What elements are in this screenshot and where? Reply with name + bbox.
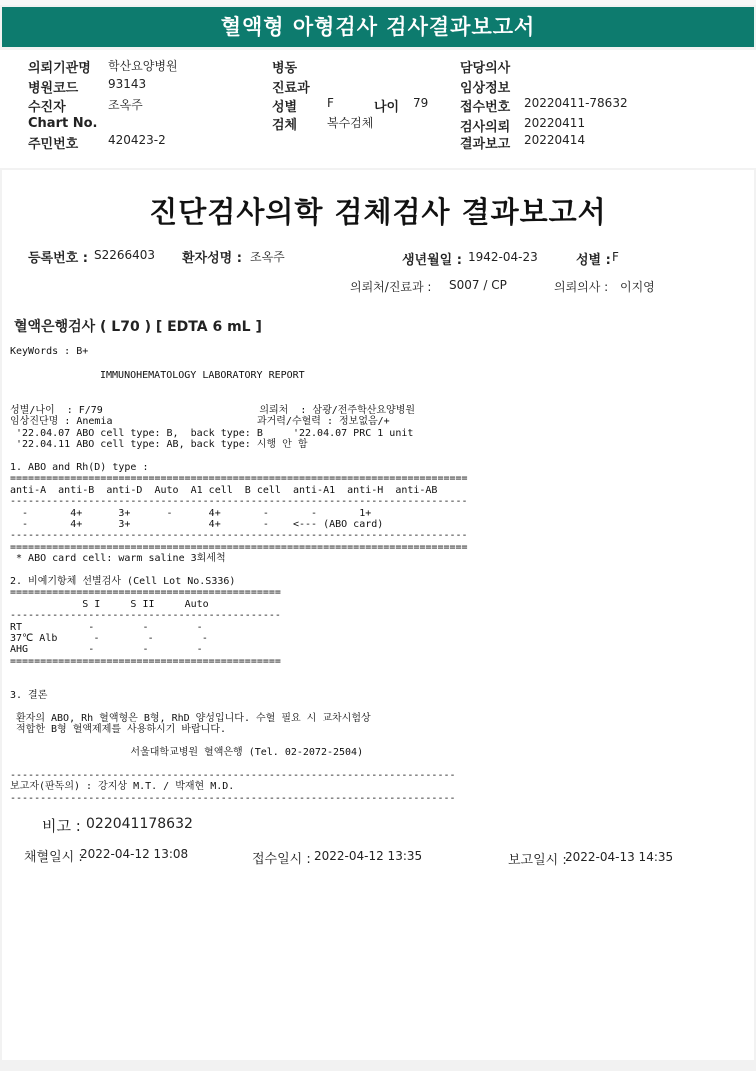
- specimen-label: 검체: [272, 118, 298, 133]
- hospital-name-label: 의뢰기관명: [28, 61, 91, 76]
- report-title: 진단검사의학 검체검사 결과보고서: [149, 195, 607, 229]
- lab-text-line: S I S II Auto: [10, 598, 209, 610]
- collect-label: 채혈일시 :: [24, 850, 83, 865]
- result-report-sheet: [2, 170, 754, 1060]
- patient-value: 조옥주: [108, 98, 143, 112]
- hospital-code-label: 병원코드: [28, 81, 79, 96]
- section-title: 혈액은행검사 ( L70 ) [ EDTA 6 mL ]: [14, 319, 262, 335]
- lab-text-line: 37℃ Alb - - -: [10, 633, 208, 644]
- receive-label: 접수일시 :: [252, 852, 311, 867]
- report-value: 2022-04-13 14:35: [565, 850, 674, 864]
- sex-value: F: [327, 96, 334, 110]
- lab-text-line: =============================================: [10, 655, 281, 667]
- lab-text-line: 적합한 B형 혈액제제를 사용하시기 바랍니다.: [10, 724, 227, 736]
- dept-value: S007 / CP: [449, 278, 507, 292]
- receipt-no-label: 접수번호: [460, 100, 511, 115]
- keywords: KeyWords : B+: [10, 346, 89, 357]
- lab-text-line: 임상진단명 : Anemia 과거력/수혈력 : 정보없음/+: [10, 416, 390, 428]
- lab-text-line: anti-A anti-B anti-D Auto A1 cell B cell anti-A1 anti-H anti-AB: [10, 484, 438, 496]
- lab-text-line: 3. 결론: [10, 690, 48, 701]
- page-title: 혈액형 아형검사 검사결과보고서: [2, 7, 754, 47]
- sex-label: 성별: [272, 100, 298, 115]
- lab-text-line: '22.04.11 ABO cell type: AB, back type: 시행 안 함: [10, 439, 308, 451]
- age-value: 79: [413, 96, 429, 110]
- doctor-in-charge-label: 담당의사: [460, 61, 511, 76]
- dob-value: 1942-04-23: [468, 250, 538, 264]
- lab-text-line: ----------------------------------------------------------------------------: [10, 530, 468, 542]
- lab-report-title: IMMUNOHEMATOLOGY LABORATORY REPORT: [100, 370, 305, 381]
- patient-name-label: 환자성명 :: [182, 251, 242, 266]
- lab-text-line: - 4+ 3+ 4+ - <--- (ABO card): [10, 519, 384, 530]
- lab-text-line: --------------------------------------------------------------------------: [10, 792, 456, 804]
- lab-text-line: ============================================================================: [10, 541, 468, 553]
- lab-text-line: ----------------------------------------------------------------------------: [10, 496, 468, 508]
- ward-label: 병동: [272, 61, 298, 76]
- lab-text-line: - 4+ 3+ - 4+ - - 1+: [10, 507, 372, 519]
- lab-text-line: 2. 비예기항체 선별검사 (Cell Lot No.S336): [10, 576, 236, 587]
- receive-value: 2022-04-12 13:35: [314, 849, 423, 863]
- lab-text-line: ============================================================================: [10, 473, 468, 485]
- lab-text-line: 1. ABO and Rh(D) type :: [10, 462, 149, 473]
- request-info-panel: [0, 50, 756, 168]
- report-sex-value: F: [612, 250, 619, 264]
- lab-text-line: '22.04.07 ABO cell type: B, back type: B '22.04.07 PRC 1 unit: [10, 427, 414, 439]
- lab-text-line: ---------------------------------------------: [10, 610, 281, 622]
- hospital-name-value: 학산요양병원: [108, 59, 178, 73]
- receipt-no-value: 20220411-78632: [524, 96, 628, 110]
- note-value: 022041178632: [86, 816, 193, 832]
- top-strip: [0, 0, 756, 5]
- lab-text-line: 서울대학교병원 혈액은행 (Tel. 02-2072-2504): [10, 747, 364, 758]
- lab-text-line: * ABO card cell: warm saline 3회세척: [10, 553, 226, 565]
- lab-text-line: 환자의 ABO, Rh 혈액형은 B형, RhD 양성입니다. 수혈 필요 시 교차시험상: [10, 712, 371, 724]
- dob-label: 생년월일 :: [402, 253, 462, 268]
- lab-text-line: 보고자(판독의) : 강지상 M.T. / 박재현 M.D.: [10, 781, 235, 793]
- report-label: 보고일시 :: [508, 853, 567, 868]
- clinical-info-label: 임상정보: [460, 81, 511, 96]
- hospital-code-value: 93143: [108, 77, 147, 91]
- lab-text-line: --------------------------------------------------------------------------: [10, 769, 456, 781]
- resident-no-label: 주민번호: [28, 137, 79, 152]
- resident-no-value: 420423-2: [108, 133, 166, 147]
- age-label: 나이: [374, 100, 400, 115]
- result-report-value: 20220414: [524, 133, 586, 147]
- lab-text-line: RT - - -: [10, 621, 203, 633]
- reg-no-value: S2266403: [94, 248, 156, 262]
- requesting-doctor-label: 의뢰의사 :: [554, 280, 609, 294]
- result-report-label: 결과보고: [460, 137, 511, 152]
- test-request-value: 20220411: [524, 116, 586, 130]
- patient-label: 수진자: [28, 100, 66, 115]
- department-label: 진료과: [272, 81, 310, 96]
- patient-name-value: 조옥주: [250, 250, 285, 264]
- lab-text-line: =============================================: [10, 587, 281, 599]
- bottom-strip: [0, 1062, 756, 1071]
- chart-no-label: Chart No.: [28, 116, 98, 131]
- requesting-doctor-value: 이지영: [620, 280, 655, 294]
- test-request-label: 검사의뢰: [460, 120, 511, 135]
- dept-label: 의뢰처/진료과 :: [350, 280, 432, 294]
- specimen-value: 복수검체: [327, 116, 374, 130]
- lab-text-line: 성별/나이 : F/79 의뢰처 : 삼광/전주학산요양병원: [10, 405, 416, 416]
- note-label: 비고 :: [42, 817, 81, 835]
- lab-text-line: AHG - - -: [10, 644, 203, 656]
- collect-value: 2022-04-12 13:08: [80, 847, 189, 861]
- report-sex-label: 성별 :: [576, 253, 611, 268]
- reg-no-label: 등록번호 :: [28, 251, 88, 266]
